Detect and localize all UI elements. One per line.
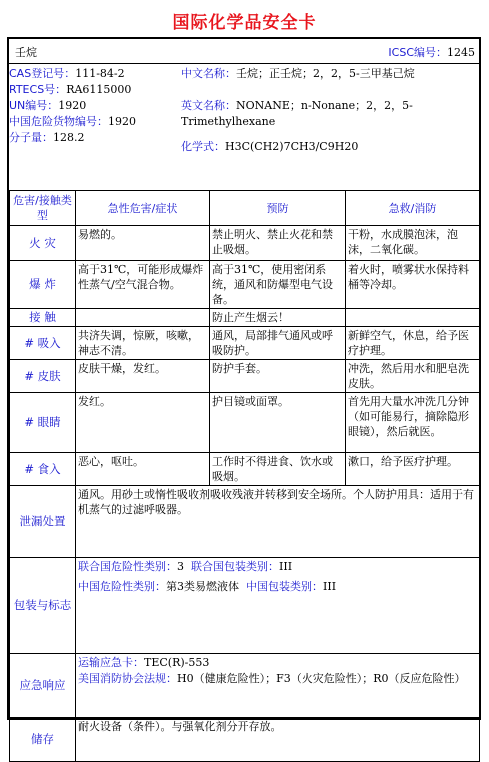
row-aid: 着火时，喷雾状水保持料桶等冷却。 (346, 261, 480, 309)
en-name-label: 英文名称： (181, 99, 236, 112)
table-row (10, 309, 480, 327)
formula-value: H3C(CH2)7CH3/C9H20 (225, 140, 359, 153)
table-row (10, 261, 480, 309)
cn-danger-value: 1920 (108, 115, 136, 128)
packaging-cn-line (78, 579, 477, 595)
table-row (10, 393, 480, 453)
row-prevention: 工作时不得进食、饮水或吸烟。 (210, 453, 346, 486)
formula-row (181, 139, 477, 155)
row-hazard (76, 309, 210, 327)
row-type: # 皮肤 (10, 360, 76, 393)
row-aid: 冲洗，然后用水和肥皂洗皮肤。 (346, 360, 480, 393)
table-header-row (10, 191, 480, 226)
identifiers-block (9, 63, 479, 192)
en-name-value: NONANE；n-Nonane；2，2，5-Trimethylhexane (181, 99, 413, 128)
row-aid: 首先用大量水冲洗几分钟（如可能易行，摘除隐形眼镜），然后就医。 (346, 393, 480, 453)
table-row (10, 360, 480, 393)
row-prevention: 护目镜或面罩。 (210, 393, 346, 453)
packaging-label: 包装与标志 (10, 558, 76, 654)
row-aid: 漱口，给予医疗护理。 (346, 453, 480, 486)
storage-label: 储存 (10, 718, 76, 762)
page-title: 国际化学品安全卡 (172, 13, 317, 33)
row-aid: 新鲜空气，休息，给予医疗护理。 (346, 327, 480, 360)
spill-text: 通风。用砂土或惰性吸收剂吸收残液并转移到安全场所。个人防护用具：适用于有机蒸气的过滤呼吸器。 (76, 486, 480, 558)
card-value: TEC(R)-553 (144, 656, 210, 669)
emergency-nfpa-line (78, 671, 477, 687)
un-label: UN编号： (9, 99, 59, 112)
icsc-value: 1245 (447, 46, 475, 59)
cn-name-row (181, 66, 477, 82)
row-type: 火 灾 (10, 226, 76, 261)
emergency-label: 应急响应 (10, 654, 76, 718)
storage-text: 耐火设备（条件）。与强氧化剂分开存放。 (76, 718, 480, 762)
row-type: # 食入 (10, 453, 76, 486)
packaging-un-line (78, 559, 477, 575)
hazard-table (9, 190, 480, 762)
storage-row (10, 718, 480, 762)
un-class-label: 联合国危险性类别： (78, 560, 177, 573)
formula-label: 化学式： (181, 140, 225, 153)
table-row (10, 226, 480, 261)
row-prevention: 防止产生烟云！ (210, 309, 346, 327)
nfpa-value: H0（健康危险性）；F3（火灾危险性）；R0（反应危险性） (177, 672, 466, 685)
card-label: 运输应急卡： (78, 656, 144, 669)
un-class-value: 3 (177, 560, 184, 573)
row-prevention: 通风，局部排气通风或呼吸防护。 (210, 327, 346, 360)
spill-label: 泄漏处置 (10, 486, 76, 558)
cas-row (9, 66, 179, 82)
header-type: 危害/接触类型 (10, 191, 76, 226)
un-row (9, 98, 179, 114)
row-hazard: 发红。 (76, 393, 210, 453)
cn-class-value: 第3类易燃液体 (166, 580, 239, 593)
cn-name-label: 中文名称： (181, 67, 236, 80)
mw-value: 128.2 (53, 131, 85, 144)
identifiers-right (181, 66, 477, 155)
row-type: # 吸入 (10, 327, 76, 360)
row-hazard: 高于31℃，可能形成爆炸性蒸气/空气混合物。 (76, 261, 210, 309)
chemical-name: 壬烷 (15, 46, 37, 59)
spill-row (10, 486, 480, 558)
identifiers-left (9, 66, 179, 146)
row-type: 爆 炸 (10, 261, 76, 309)
emergency-row (10, 654, 480, 718)
mw-label: 分子量： (9, 131, 53, 144)
row-aid (346, 309, 480, 327)
row-hazard: 恶心，呕吐。 (76, 453, 210, 486)
cas-label: CAS登记号： (9, 67, 76, 80)
rtecs-label: RTECS号： (9, 83, 67, 96)
packaging-row (10, 558, 480, 654)
table-row (10, 453, 480, 486)
row-prevention: 禁止明火、禁止火花和禁止吸烟。 (210, 226, 346, 261)
icsc-label: ICSC编号： (388, 46, 447, 59)
row-prevention: 防护手套。 (210, 360, 346, 393)
row-aid: 干粉，水成膜泡沫，泡沫，二氧化碳。 (346, 226, 480, 261)
emergency-text (76, 654, 480, 718)
cn-class-label: 中国危险性类别： (78, 580, 166, 593)
hazard-table-wrap (9, 190, 479, 762)
cn-name-value: 壬烷；正壬烷；2，2，5-三甲基己烷 (236, 67, 415, 80)
rtecs-value: RA6115000 (66, 83, 132, 96)
cn-danger-label: 中国危险货物编号： (9, 115, 108, 128)
rtecs-row (9, 82, 179, 98)
un-value: 1920 (58, 99, 87, 112)
row-prevention: 高于31℃，使用密闭系统，通风和防爆型电气设备。 (210, 261, 346, 309)
header-aid: 急救/消防 (346, 191, 480, 226)
packaging-text (76, 558, 480, 654)
un-pack-label: 联合国包装类别： (191, 560, 279, 573)
row-type: 接 触 (10, 309, 76, 327)
icsc-number (388, 44, 475, 60)
nfpa-label: 美国消防协会法规： (78, 672, 177, 685)
emergency-card-line (78, 655, 477, 671)
un-pack-value: III (279, 560, 293, 573)
header-prevention: 预防 (210, 191, 346, 226)
safety-card (7, 37, 481, 746)
cas-value: 111-84-2 (75, 67, 125, 80)
mw-row (9, 130, 179, 146)
cn-pack-label: 中国包装类别： (246, 580, 323, 593)
row-hazard: 皮肤干燥，发红。 (76, 360, 210, 393)
header-hazard: 急性危害/症状 (76, 191, 210, 226)
cn-danger-row (9, 114, 179, 130)
table-row (10, 327, 480, 360)
row-hazard: 易燃的。 (76, 226, 210, 261)
row-hazard: 共济失调，惊厥，咳嗽，神志不清。 (76, 327, 210, 360)
cn-pack-value: III (323, 580, 337, 593)
name-row (9, 39, 479, 64)
row-type: # 眼睛 (10, 393, 76, 453)
en-name-row (181, 98, 477, 130)
